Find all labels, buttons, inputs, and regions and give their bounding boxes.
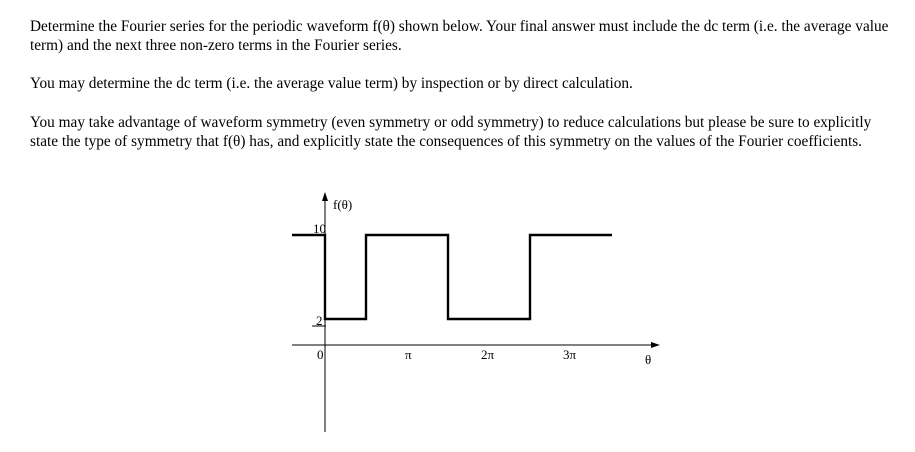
origin-label: 0 (317, 347, 324, 362)
problem-paragraph-1: Determine the Fourier series for the periodic waveform f(θ) shown below. Your final answer must include the dc term (i.e. the average value term) and the next three non-zero terms in the Fourier series. (30, 18, 889, 54)
x-tick-3pi: 3π (563, 347, 577, 362)
y-axis-arrow-icon (322, 192, 328, 201)
x-axis-arrow-icon (651, 342, 660, 348)
problem-paragraph-2: You may determine the dc term (i.e. the average value term) by inspection or by direct calculation. (30, 75, 633, 92)
y-axis-label: f(θ) (333, 197, 353, 212)
x-tick-pi: π (405, 347, 412, 362)
waveform-trace (292, 235, 612, 319)
y-tick-high: 10 (313, 221, 326, 236)
problem-paragraph-3: You may take advantage of waveform symmetry (even symmetry or odd symmetry) to reduce calculations but please be sure to explicitly state the type of symmetry that f(θ) has, and explicitly state the consequences of this symmetry on the values of the Fourier coefficients. (30, 114, 872, 150)
x-tick-2pi: 2π (481, 347, 495, 362)
x-axis-label: θ (645, 352, 652, 367)
y-tick-low: 2 (316, 313, 323, 328)
